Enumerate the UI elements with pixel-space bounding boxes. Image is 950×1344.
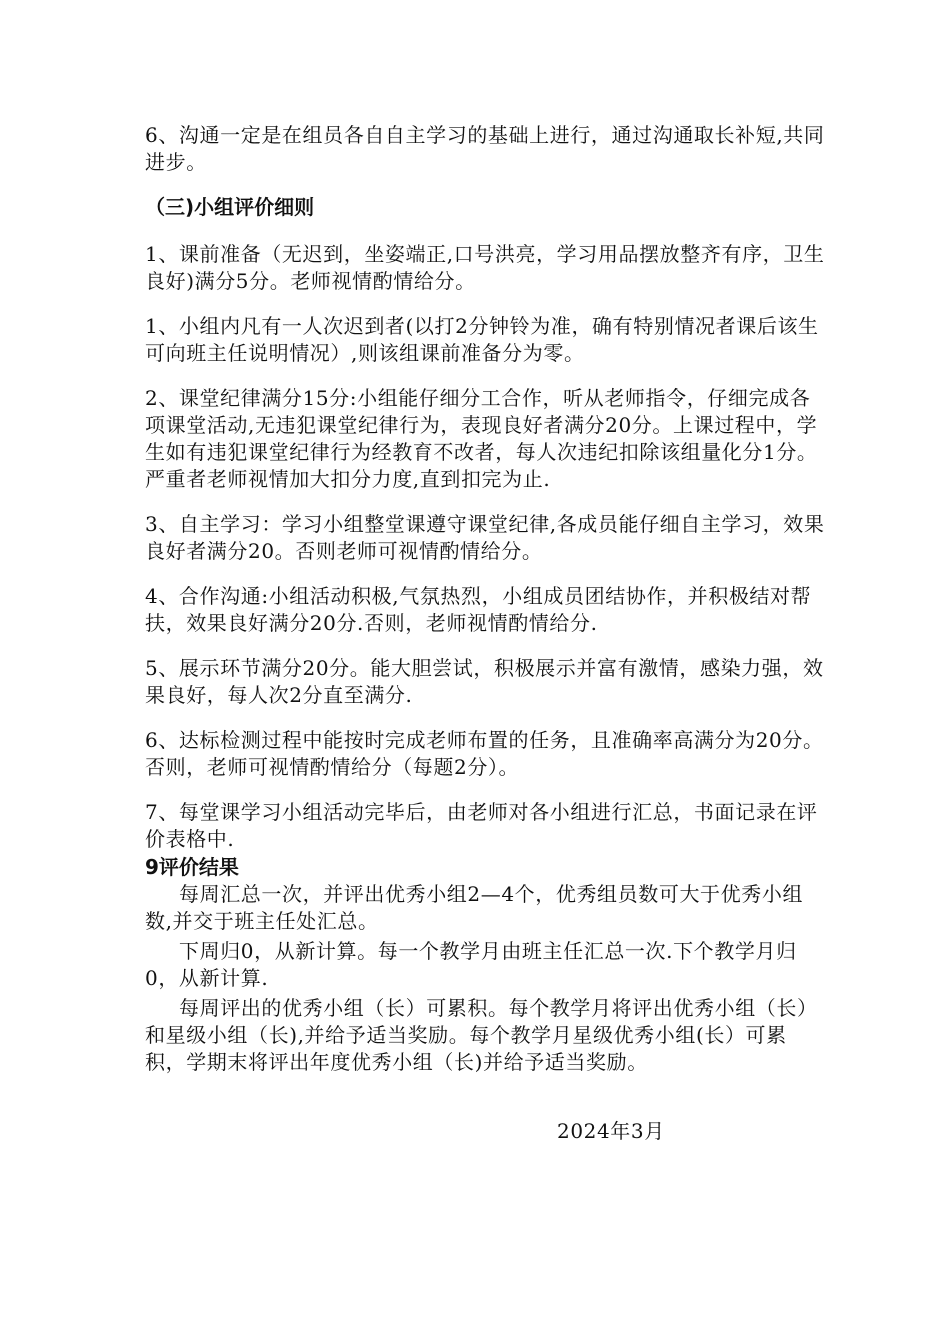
rule-item: 1、课前准备（无迟到，坐姿端正,口号洪亮，学习用品摆放整齐有序，卫生良好)满分5分。老师视情酌情给分。 [145, 242, 825, 293]
document-date: 2024年3月 [557, 1119, 665, 1143]
section-heading-evaluation-rules: （三)小组评价细则 [145, 195, 315, 219]
rule-item: 2、课堂纪律满分15分:小组能仔细分工合作，听从老师指令，仔细完成各项课堂活动,无违犯课堂纪律行为，表现良好者满分20分。上课过程中，学生如有违犯课堂纪律行为经教育不改者，每人次违纪扣除该组量化分1分。严重者老师视情加大扣分力度,直到扣完为止. [145, 386, 818, 491]
section-heading-results: 9评价结果 [145, 855, 239, 879]
paragraph-communication: 6、沟通一定是在组员各自自主学习的基础上进行，通过沟通取长补短,共同进步。 [145, 123, 825, 174]
rule-item: 1、小组内凡有一人次迟到者(以打2分钟铃为准，确有特别情况者课后该生可向班主任说明情况）,则该组课前准备分为零。 [145, 314, 819, 365]
rule-item: 5、展示环节满分20分。能大胆尝试，积极展示并富有激情，感染力强，效果良好，每人次2分直至满分. [145, 656, 824, 707]
rule-item: 7、每堂课学习小组活动完毕后，由老师对各小组进行汇总，书面记录在评价表格中. [145, 800, 818, 851]
result-paragraph: 每周评出的优秀小组（长）可累积。每个教学月将评出优秀小组（长）和星级小组（长),并给予适当奖励。每个教学月星级优秀小组(长）可累积，学期末将评出年度优秀小组（长)并给予适当奖励。 [145, 996, 818, 1074]
document-body [145, 122, 825, 1079]
rule-item: 6、达标检测过程中能按时完成老师布置的任务，且准确率高满分为20分。否则，老师可视情酌情给分（每题2分）。 [145, 728, 824, 779]
result-paragraph: 下周归0，从新计算。每一个教学月由班主任汇总一次.下个教学月归0，从新计算. [145, 939, 797, 990]
rule-item: 4、合作沟通:小组活动积极,气氛热烈，小组成员团结协作，并积极结对帮扶，效果良好满分20分.否则，老师视情酌情给分. [145, 584, 812, 635]
rule-item: 3、自主学习：学习小组整堂课遵守课堂纪律,各成员能仔细自主学习，效果良好者满分20。否则老师可视情酌情给分。 [145, 512, 825, 563]
result-paragraph: 每周汇总一次，并评出优秀小组2—4个，优秀组员数可大于优秀小组数,并交于班主任处汇总。 [145, 882, 804, 933]
